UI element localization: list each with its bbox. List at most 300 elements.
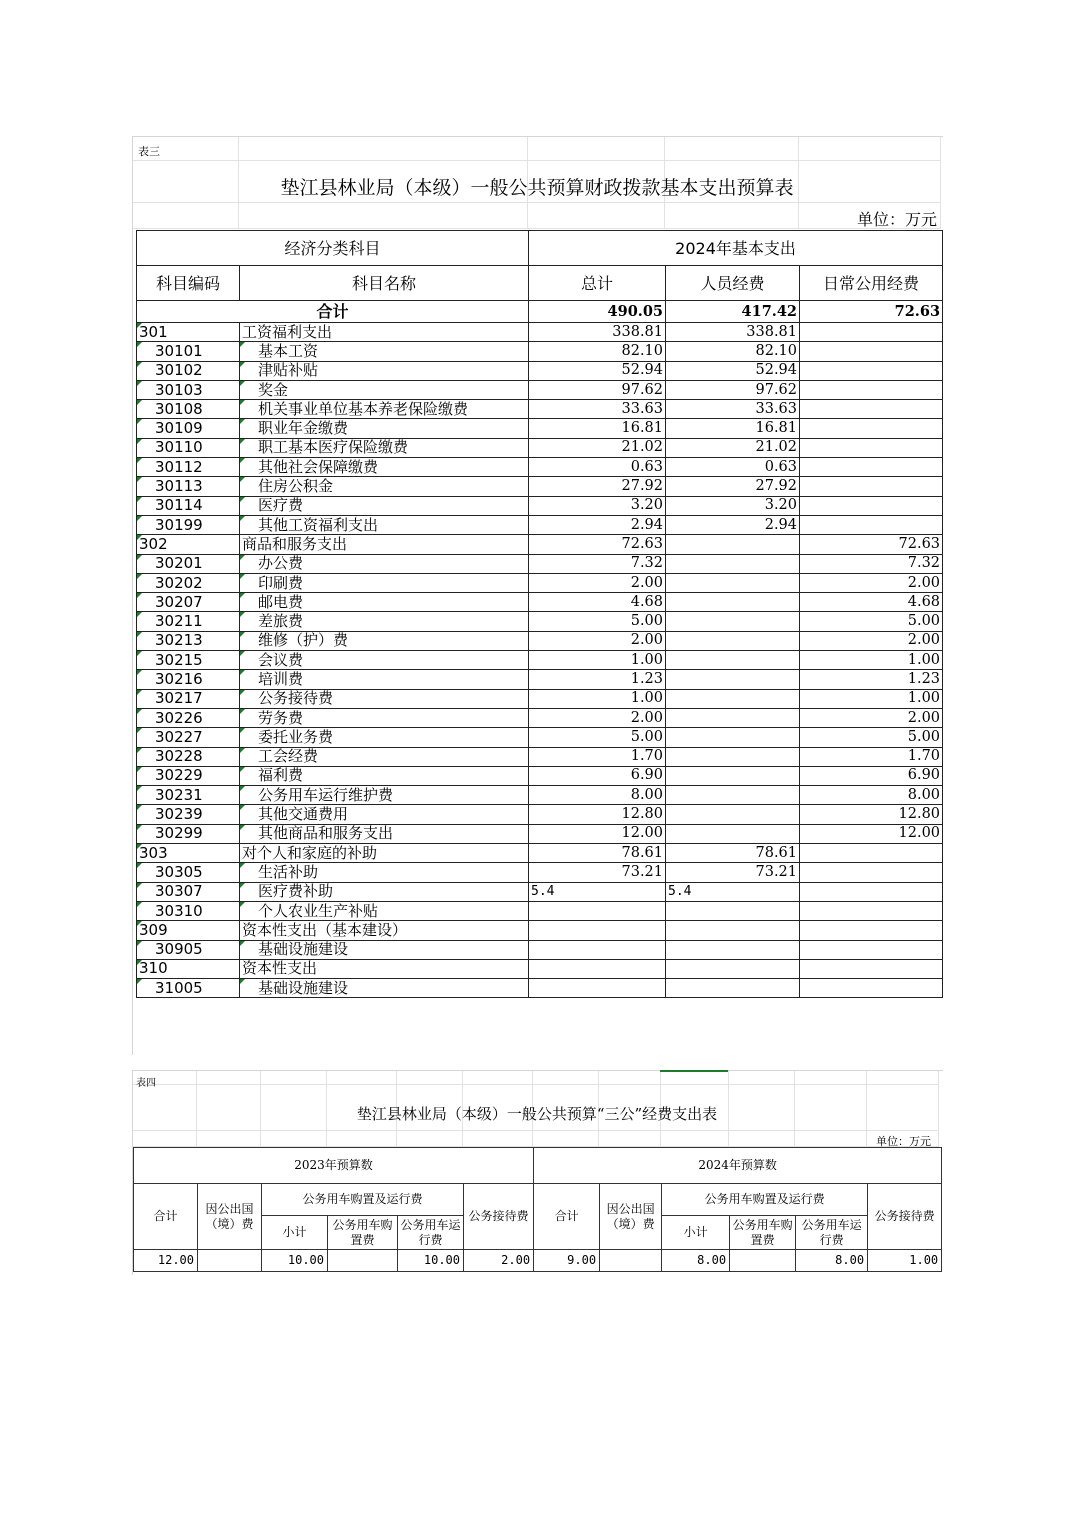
row-public: 1.23	[800, 670, 943, 689]
row-public	[800, 380, 943, 399]
row-name	[240, 438, 529, 457]
cell-flag-icon	[137, 748, 142, 753]
row-name	[240, 612, 529, 631]
row-code-text: 30202	[155, 573, 203, 592]
row-total: 97.62	[529, 380, 666, 399]
cell-flag-icon	[240, 555, 245, 560]
row-name-text: 会议费	[258, 650, 304, 669]
row-name-text: 资本性支出	[242, 959, 318, 978]
cell-flag-icon	[137, 342, 142, 347]
row-code	[137, 573, 240, 592]
row-public: 12.80	[800, 805, 943, 824]
cell-flag-icon	[137, 921, 142, 926]
row-total: 5.4	[529, 882, 666, 901]
row-code-text: 30226	[155, 708, 203, 727]
row-name-text: 公务用车运行维护费	[258, 785, 394, 804]
total-personnel: 417.42	[666, 301, 800, 323]
row-code-text: 30229	[155, 766, 203, 785]
cell-flag-icon	[240, 979, 245, 984]
row-total: 338.81	[529, 323, 666, 342]
row-personnel	[666, 554, 800, 573]
row-code	[137, 651, 240, 670]
row-personnel	[666, 593, 800, 612]
row-public: 5.00	[800, 728, 943, 747]
row-total: 73.21	[529, 863, 666, 882]
cell-flag-icon	[137, 593, 142, 598]
row-name	[240, 728, 529, 747]
row-name-text: 办公费	[258, 554, 304, 573]
row-name	[240, 458, 529, 477]
row-name-text: 公务接待费	[258, 689, 334, 708]
row-total: 2.00	[529, 573, 666, 592]
table-row	[137, 959, 943, 978]
t4-h-car-run-2024: 公务用车运行费	[796, 1216, 868, 1250]
row-code-text: 30299	[155, 824, 203, 843]
row-name-text: 工会经费	[258, 747, 319, 766]
grid-cell	[795, 1131, 867, 1147]
cell-flag-icon	[137, 805, 142, 810]
table-row	[137, 824, 943, 843]
cell-flag-icon	[137, 960, 142, 965]
header-year: 2024年基本支出	[529, 231, 943, 266]
table-row	[137, 458, 943, 477]
cell-flag-icon	[240, 497, 245, 502]
row-name	[240, 651, 529, 670]
row-name	[240, 342, 529, 361]
row-name	[240, 901, 529, 920]
row-name-text: 基础设施建设	[258, 978, 349, 997]
table-row	[137, 901, 943, 920]
row-code-text: 30201	[155, 554, 203, 573]
row-public	[800, 342, 943, 361]
grid-cell	[133, 1131, 197, 1147]
row-name	[240, 515, 529, 534]
row-public: 12.00	[800, 824, 943, 843]
cell-flag-icon	[137, 323, 142, 328]
row-code	[137, 882, 240, 901]
row-code-text: 309	[139, 920, 168, 939]
row-name	[240, 747, 529, 766]
cell-flag-icon	[240, 458, 245, 463]
budget-sheet-table4	[132, 1070, 943, 1275]
row-public	[800, 400, 943, 419]
row-code	[137, 959, 240, 978]
row-name	[240, 593, 529, 612]
row-code	[137, 708, 240, 727]
grid-cell	[528, 203, 665, 229]
row-public: 2.00	[800, 573, 943, 592]
row-code-text: 30112	[155, 457, 203, 476]
cell-flag-icon	[137, 535, 142, 540]
grid-cell	[261, 1071, 327, 1085]
row-name	[240, 921, 529, 940]
unit-label: 单位：万元	[876, 1135, 931, 1148]
row-personnel: 0.63	[666, 458, 800, 477]
row-name	[240, 361, 529, 380]
row-public: 7.32	[800, 554, 943, 573]
row-code-text: 30211	[155, 612, 203, 631]
row-name	[240, 786, 529, 805]
row-name-text: 职工基本医疗保险缴费	[258, 438, 409, 457]
cell-flag-icon	[137, 497, 142, 502]
table-row	[137, 670, 943, 689]
cell-flag-icon	[137, 941, 142, 946]
row-name-text: 津贴补贴	[258, 361, 319, 380]
row-total	[529, 921, 666, 940]
row-name	[240, 940, 529, 959]
row-name-text: 职业年金缴费	[258, 419, 349, 438]
cell-flag-icon	[137, 883, 142, 888]
row-public: 5.00	[800, 612, 943, 631]
t4-2024-subtotal: 8.00	[662, 1250, 730, 1272]
row-code-text: 30199	[155, 515, 203, 534]
row-public	[800, 940, 943, 959]
t4-h-total-2023: 合计	[134, 1184, 198, 1250]
row-code-text: 30228	[155, 747, 203, 766]
row-code	[137, 766, 240, 785]
row-total: 1.70	[529, 747, 666, 766]
table-row	[137, 631, 943, 650]
grid-cell	[665, 137, 799, 161]
row-name-text: 基本工资	[258, 341, 319, 360]
t4-h-car-2024: 公务用车购置及运行费	[662, 1184, 868, 1216]
t4-h-abroad-2024: 因公出国（境）费	[600, 1184, 662, 1250]
cell-flag-icon	[137, 902, 142, 907]
t4-h-car-2023: 公务用车购置及运行费	[262, 1184, 464, 1216]
cell-flag-icon	[240, 342, 245, 347]
unit-label: 单位：万元	[856, 210, 937, 229]
row-public: 2.00	[800, 708, 943, 727]
row-public: 4.68	[800, 593, 943, 612]
row-public: 2.00	[800, 631, 943, 650]
row-name	[240, 708, 529, 727]
cell-flag-icon	[240, 593, 245, 598]
row-public: 8.00	[800, 786, 943, 805]
row-name	[240, 323, 529, 342]
grid-cell	[528, 137, 665, 161]
row-personnel: 16.81	[666, 419, 800, 438]
row-name-text: 医疗费补助	[258, 882, 334, 901]
t4-h-abroad-2023: 因公出国（境）费	[198, 1184, 262, 1250]
row-total: 6.90	[529, 766, 666, 785]
cell-flag-icon	[240, 400, 245, 405]
table-tag: 表三	[138, 146, 160, 158]
row-public	[800, 477, 943, 496]
t4-2023-car-purchase	[328, 1250, 398, 1272]
selected-cell-indicator	[660, 1070, 728, 1072]
row-personnel	[666, 979, 800, 998]
row-code-text: 30215	[155, 650, 203, 669]
row-code	[137, 342, 240, 361]
row-name-text: 对个人和家庭的补助	[242, 843, 378, 862]
t4-header-2023: 2023年预算数	[134, 1148, 534, 1184]
cell-flag-icon	[240, 805, 245, 810]
row-personnel	[666, 921, 800, 940]
table-row	[137, 361, 943, 380]
cell-flag-icon	[240, 728, 245, 733]
grid-cell	[795, 1071, 867, 1085]
grid-cell	[661, 1131, 729, 1147]
row-code	[137, 323, 240, 342]
row-personnel	[666, 786, 800, 805]
cell-flag-icon	[137, 651, 142, 656]
row-personnel	[666, 631, 800, 650]
header-public: 日常公用经费	[800, 266, 943, 301]
t4-2024-reception: 1.00	[868, 1250, 942, 1272]
grid-cell	[463, 1071, 533, 1085]
grid-cell	[665, 203, 799, 229]
t4-2023-reception: 2.00	[464, 1250, 534, 1272]
cell-flag-icon	[240, 381, 245, 386]
row-name-text: 基础设施建设	[258, 940, 349, 959]
header-code: 科目编码	[137, 266, 240, 301]
table-title: 垫江县林业局（本级）一般公共预算财政拨款基本支出预算表	[280, 177, 794, 199]
t4-2024-car-purchase	[730, 1250, 796, 1272]
row-name-text: 劳务费	[258, 708, 304, 727]
table-row	[137, 805, 943, 824]
table-row	[137, 477, 943, 496]
table-row	[137, 593, 943, 612]
row-public	[800, 496, 943, 515]
cell-flag-icon	[240, 786, 245, 791]
table-row	[137, 573, 943, 592]
row-public	[800, 959, 943, 978]
row-code-text: 30305	[155, 862, 203, 881]
t4-h-car-purchase-2024: 公务用车购置费	[730, 1216, 796, 1250]
row-total: 16.81	[529, 419, 666, 438]
grid-cell	[239, 137, 528, 161]
row-name-text: 个人农业生产补贴	[258, 901, 379, 920]
t4-h-subtotal-2024: 小计	[662, 1216, 730, 1250]
cell-flag-icon	[137, 419, 142, 424]
cell-flag-icon	[137, 439, 142, 444]
header-econ-category: 经济分类科目	[137, 231, 529, 266]
row-code	[137, 844, 240, 863]
row-code-text: 30207	[155, 592, 203, 611]
t4-h-car-purchase-2023: 公务用车购置费	[328, 1216, 398, 1250]
cell-flag-icon	[137, 458, 142, 463]
row-code	[137, 593, 240, 612]
table-row	[137, 554, 943, 573]
row-code	[137, 535, 240, 554]
row-name	[240, 554, 529, 573]
grid-cell	[261, 1131, 327, 1147]
row-total: 5.00	[529, 728, 666, 747]
row-name-text: 差旅费	[258, 612, 304, 631]
table-row	[137, 380, 943, 399]
row-name	[240, 535, 529, 554]
row-name-text: 住房公积金	[258, 477, 334, 496]
row-total: 78.61	[529, 844, 666, 863]
row-code	[137, 458, 240, 477]
header-personnel: 人员经费	[666, 266, 800, 301]
cell-flag-icon	[137, 690, 142, 695]
t4-2023-total: 12.00	[134, 1250, 198, 1272]
row-name-text: 医疗费	[258, 496, 304, 515]
row-name	[240, 766, 529, 785]
row-personnel: 52.94	[666, 361, 800, 380]
row-code	[137, 419, 240, 438]
table-row	[137, 844, 943, 863]
t4-h-reception-2024: 公务接待费	[868, 1184, 942, 1250]
header-row-2	[137, 266, 943, 301]
row-total	[529, 901, 666, 920]
row-total: 33.63	[529, 400, 666, 419]
grid-cell	[729, 1071, 795, 1085]
row-name	[240, 805, 529, 824]
cell-flag-icon	[240, 574, 245, 579]
t4-h-subtotal-2023: 小计	[262, 1216, 328, 1250]
table-row	[137, 438, 943, 457]
row-public	[800, 515, 943, 534]
row-name-text: 其他社会保障缴费	[258, 457, 379, 476]
row-code-text: 310	[139, 959, 168, 978]
row-personnel: 5.4	[666, 882, 800, 901]
table-row	[137, 515, 943, 534]
cell-flag-icon	[137, 767, 142, 772]
cell-flag-icon	[240, 362, 245, 367]
row-code-text: 30216	[155, 669, 203, 688]
row-code	[137, 901, 240, 920]
grid-cell	[799, 137, 941, 161]
t4-header-row-1	[134, 1148, 942, 1184]
row-total: 7.32	[529, 554, 666, 573]
cell-flag-icon	[137, 555, 142, 560]
table-row	[137, 419, 943, 438]
header-row-1	[137, 231, 943, 266]
row-code-text: 31005	[155, 978, 203, 997]
table-tag: 表四	[136, 1078, 156, 1089]
row-personnel: 97.62	[666, 380, 800, 399]
row-code	[137, 940, 240, 959]
row-personnel: 73.21	[666, 863, 800, 882]
row-code	[137, 805, 240, 824]
row-code	[137, 863, 240, 882]
row-code-text: 30239	[155, 805, 203, 824]
row-code	[137, 786, 240, 805]
cell-flag-icon	[137, 362, 142, 367]
grid-cell	[533, 1071, 599, 1085]
row-code	[137, 380, 240, 399]
cell-flag-icon	[240, 419, 245, 424]
row-name-text: 维修（护）费	[258, 631, 349, 650]
row-total: 8.00	[529, 786, 666, 805]
row-code-text: 30217	[155, 689, 203, 708]
table-row	[137, 535, 943, 554]
budget-sheet-table3	[132, 136, 943, 1055]
row-name-text: 工资福利支出	[242, 322, 333, 341]
cell-flag-icon	[137, 709, 142, 714]
header-name: 科目名称	[240, 266, 529, 301]
row-public: 72.63	[800, 535, 943, 554]
row-public	[800, 979, 943, 998]
row-code	[137, 612, 240, 631]
row-code-text: 30102	[155, 361, 203, 380]
row-personnel: 82.10	[666, 342, 800, 361]
row-total: 4.68	[529, 593, 666, 612]
row-personnel	[666, 728, 800, 747]
row-total	[529, 979, 666, 998]
cell-flag-icon	[240, 670, 245, 675]
cell-flag-icon	[137, 844, 142, 849]
row-personnel: 78.61	[666, 844, 800, 863]
grid-cell	[729, 1131, 795, 1147]
cell-flag-icon	[240, 477, 245, 482]
row-public	[800, 863, 943, 882]
row-name	[240, 380, 529, 399]
row-name	[240, 882, 529, 901]
t4-2024-total: 9.00	[534, 1250, 600, 1272]
row-name-text: 培训费	[258, 669, 304, 688]
table-row	[137, 342, 943, 361]
cell-flag-icon	[240, 690, 245, 695]
row-name	[240, 670, 529, 689]
row-total: 1.23	[529, 670, 666, 689]
grid-cell	[463, 1131, 533, 1147]
row-total	[529, 959, 666, 978]
row-personnel: 21.02	[666, 438, 800, 457]
t4-2023-car-run: 10.00	[398, 1250, 464, 1272]
row-public	[800, 921, 943, 940]
row-code-text: 30905	[155, 940, 203, 959]
row-name-text: 商品和服务支出	[242, 534, 348, 553]
grid-cell	[397, 1131, 463, 1147]
row-code	[137, 631, 240, 650]
row-public	[800, 882, 943, 901]
cell-flag-icon	[137, 381, 142, 386]
table-row	[137, 921, 943, 940]
t4-2024-abroad	[600, 1250, 662, 1272]
row-code-text: 30108	[155, 399, 203, 418]
row-total: 12.00	[529, 824, 666, 843]
row-total: 1.00	[529, 689, 666, 708]
row-personnel	[666, 766, 800, 785]
table-row	[137, 708, 943, 727]
table-row	[137, 323, 943, 342]
cell-flag-icon	[137, 516, 142, 521]
row-code-text: 30101	[155, 341, 203, 360]
row-name	[240, 844, 529, 863]
row-personnel	[666, 670, 800, 689]
row-name	[240, 959, 529, 978]
t4-h-total-2024: 合计	[534, 1184, 600, 1250]
grid-cell	[197, 1071, 261, 1085]
cell-flag-icon	[240, 632, 245, 637]
row-total: 21.02	[529, 438, 666, 457]
grid-cell	[239, 203, 528, 229]
grid-cell	[197, 1131, 261, 1147]
row-code	[137, 921, 240, 940]
row-personnel: 3.20	[666, 496, 800, 515]
cell-flag-icon	[240, 863, 245, 868]
grid-cell	[397, 1071, 463, 1085]
row-personnel: 27.92	[666, 477, 800, 496]
row-name	[240, 573, 529, 592]
row-code-text: 30110	[155, 438, 203, 457]
grid-cell	[599, 1131, 661, 1147]
row-personnel: 338.81	[666, 323, 800, 342]
row-name-text: 福利费	[258, 766, 304, 785]
row-public	[800, 419, 943, 438]
row-name-text: 印刷费	[258, 573, 304, 592]
row-personnel	[666, 805, 800, 824]
t4-h-reception-2023: 公务接待费	[464, 1184, 534, 1250]
row-code-text: 30307	[155, 882, 203, 901]
row-public	[800, 844, 943, 863]
row-code-text: 30103	[155, 380, 203, 399]
three-public-expense-table	[133, 1147, 942, 1272]
row-total: 3.20	[529, 496, 666, 515]
